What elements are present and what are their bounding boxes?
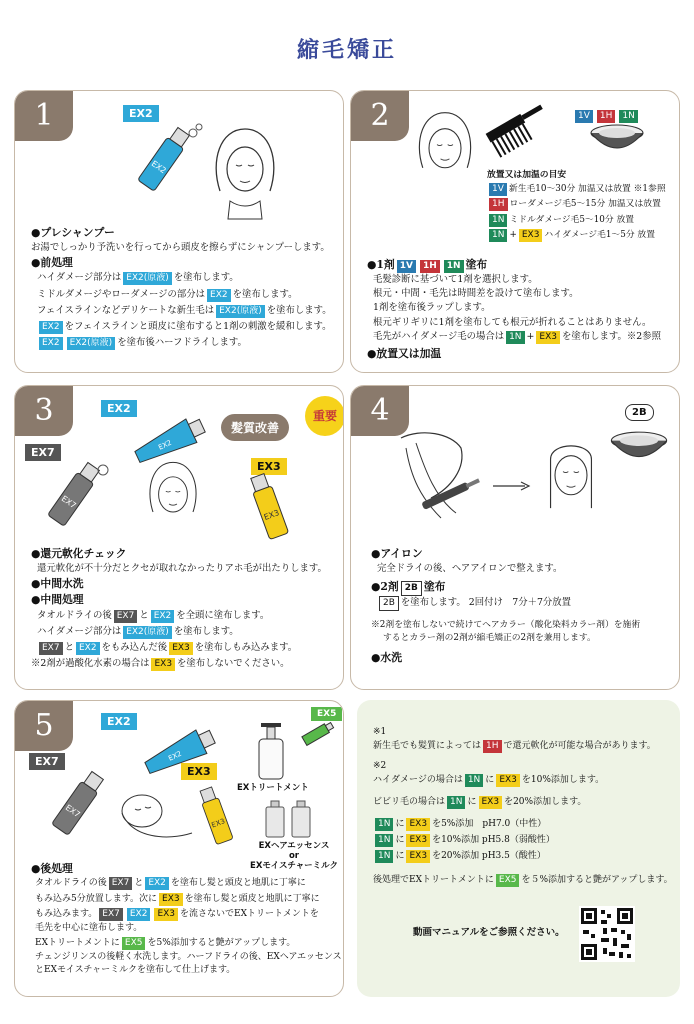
line: フェイスラインなどデリケートな新生毛は EX2(原液) を塗布します。 — [37, 304, 332, 316]
line: 毛先を中心に塗布します。 — [35, 922, 143, 933]
line: ハイダメージ部分は EX2(原液) を塗布します。 — [37, 625, 239, 637]
pump-bottle-icon — [251, 721, 291, 781]
mixing-bowl-icon — [609, 430, 669, 464]
arrow-right-icon — [491, 481, 531, 491]
guide-row: 1V 新生毛10～30分 加温又は放置 ※1参照 — [487, 183, 666, 196]
comb-icon — [479, 99, 549, 159]
step-number: 4 — [351, 386, 409, 436]
svg-text:EX2: EX2 — [149, 158, 168, 176]
line: 後処理でEXトリートメントに EX5 を５%添加すると艶がアップします。 — [373, 874, 673, 885]
note-mark: ※2 — [373, 760, 387, 771]
line: チェンジリンスの後軽く水洗します。ハーフドライの後、EXヘアエッセンス — [35, 951, 342, 962]
spray-bottle-icon — [123, 121, 203, 201]
step-3-text — [31, 546, 327, 671]
line: ※2剤を塗布しないで続けてヘアカラー（酸化染料カラー剤）を施術 — [371, 620, 641, 631]
2b-tag: 2B — [625, 404, 654, 421]
line: EX7 と EX2 をもみ込んだ後 EX3 を塗布しもみ込みます。 — [31, 641, 327, 655]
ex7-tag: EX7 — [25, 444, 61, 461]
ex3-tag: EX3 — [181, 763, 217, 780]
pump-bottle-icon — [289, 799, 313, 839]
heading: ●1剤 1V 1H 1N 塗布 — [367, 258, 488, 271]
notes-panel — [357, 700, 680, 997]
spray-bottle-icon — [37, 765, 117, 845]
heading: ●後処理 — [31, 862, 73, 875]
line: ミドルダメージやローダメージの部分は EX2 を塗布します。 — [37, 288, 298, 300]
line: ハイダメージ部分は EX2(原液) を塗布します。 — [37, 272, 239, 284]
line: もみ込みます。 EX7 EX2 EX3 を流さないでEXトリートメントを — [35, 909, 319, 920]
line: 毛髪診断に基づいて1剤を選択します。 — [373, 274, 538, 286]
guide-title: 放置又は加温の目安 — [487, 170, 567, 180]
heading: ●還元軟化チェック — [31, 547, 127, 560]
step-number: 5 — [15, 701, 73, 751]
line: もみ込み5分放置します。次に EX3 を塗布し髪と頭皮と地肌に丁寧に — [35, 893, 320, 904]
line: 1剤を塗布後ラップします。 — [373, 302, 491, 314]
guide-block — [487, 169, 666, 242]
heading: ●中間水洗 — [31, 577, 84, 591]
woman-face-icon — [133, 456, 213, 536]
heading: ●2剤 2B 塗布 — [371, 579, 640, 596]
step-5-card — [14, 700, 344, 997]
step-1-text — [31, 225, 332, 350]
step-4-card — [350, 385, 680, 690]
ex2-tag: EX2 — [101, 400, 137, 417]
step-2-text — [367, 257, 661, 362]
step-number: 2 — [351, 91, 409, 141]
ratio-row: 1N に EX3 を5%添加 pH7.0（中性） — [373, 818, 673, 832]
ratio-row: 1N に EX3 を20%添加 pH3.5（酸性） — [373, 850, 673, 864]
line: 根元・中間・毛先は時間差を設けて塗布します。 — [373, 288, 579, 300]
line: ※2剤が過酸化水素の場合は EX3 を塗布しないでください。 — [31, 658, 290, 669]
line: 毛先がハイダメージ毛の場合は 1N + EX3 を塗布します。※2参照 — [373, 330, 661, 342]
svg-text:EX7: EX7 — [59, 493, 78, 511]
line: タオルドライの後 EX7 と EX2 を全頭に塗布します。 — [37, 609, 270, 621]
video-manual-text: 動画マニュアルをご参照ください。 — [413, 927, 565, 938]
line: 還元軟化が不十分だとクセが取れなかったりアホ毛が出たりします。 — [37, 563, 327, 575]
essence-label: EXヘアエッセンス or EXモイスチャーミルク — [250, 841, 338, 872]
ex2-tag: EX2 — [101, 713, 137, 730]
product-chips: 1V 1H 1N — [573, 103, 640, 123]
pump-bottle-icon — [263, 799, 287, 839]
heading: ●アイロン — [371, 547, 423, 560]
hair-iron-icon — [381, 428, 491, 528]
page-title: 縮毛矯正 — [296, 37, 397, 63]
line: とEXモイスチャーミルクを塗布して仕上げます。 — [35, 965, 236, 976]
line: 完全ドライの後、ヘアアイロンで整えます。 — [377, 563, 563, 575]
heading: ●プレシャンプー — [31, 226, 115, 239]
woman-face-icon — [200, 121, 290, 221]
line: タオルドライの後 EX7 と EX2 を塗布し髪と頭皮と地肌に丁寧に — [35, 878, 306, 889]
ex2-tag: EX2 — [123, 105, 159, 122]
heading: ●前処理 — [31, 256, 73, 270]
step-2-card — [350, 90, 680, 373]
heading: ●水洗 — [371, 650, 403, 664]
guide-row: 1H ローダメージ毛5～15分 加温又は放置 — [487, 198, 666, 211]
ex7-tag: EX7 — [29, 753, 65, 770]
heading: ●放置又は加温 — [367, 346, 442, 360]
notes-text — [373, 726, 673, 887]
line: 新生毛でも髪質によっては 1H で還元軟化が可能な場合があります。 — [373, 740, 656, 751]
line: 2B を塗布します。 2回付け 7分＋7分放置 — [371, 596, 640, 611]
ex5-tag: EX5 — [311, 707, 342, 721]
qr-code-icon[interactable] — [579, 906, 635, 962]
step-1-card — [14, 90, 344, 373]
line: するとカラー剤の2剤が縮毛矯正の2剤を兼用します。 — [383, 633, 596, 644]
important-badge: 重要 — [305, 396, 344, 436]
svg-text:EX7: EX7 — [63, 802, 82, 820]
ex3-tag: EX3 — [251, 458, 287, 475]
guide-row: 1N ミドルダメージ毛5～10分 放置 — [487, 214, 666, 227]
step-number: 3 — [15, 386, 73, 436]
step-5-text — [31, 861, 342, 978]
svg-text:EX2: EX2 — [157, 438, 173, 452]
line: EX2 をフェイスラインと頭皮に塗布すると1剤の刺激を緩和します。 — [31, 320, 332, 334]
line: EXトリートメントに EX5 を5%添加すると艶がアップします。 — [35, 938, 296, 949]
svg-text:EX2: EX2 — [167, 749, 183, 763]
woman-face-icon — [405, 105, 485, 195]
step-4-text — [371, 546, 640, 666]
ratio-row: 1N に EX3 を10%添加 pH5.8（弱酸性） — [373, 834, 673, 848]
tube-icon — [297, 715, 337, 755]
hair-improvement-pill: 髪質改善 — [221, 414, 289, 441]
line: ビビリ毛の場合は 1N に EX3 を20%添加します。 — [373, 796, 587, 807]
line: EX2 EX2(原液) を塗布後ハーフドライします。 — [31, 336, 332, 350]
svg-text:EX3: EX3 — [210, 817, 227, 830]
step-3-card — [14, 385, 344, 690]
spray-bottle-icon — [229, 468, 309, 548]
line: お湯でしっかり予洗いを行ってから頭皮を擦らずにシャンプーします。 — [31, 242, 330, 254]
svg-text:EX3: EX3 — [262, 508, 281, 522]
treatment-label: EXトリートメント — [237, 783, 309, 793]
note-mark: ※1 — [373, 727, 387, 737]
woman-face-icon — [531, 432, 611, 522]
line: 根元ギリギリに1剤を塗布しても根元が折れることはありません。 — [373, 316, 652, 328]
line: ハイダメージの場合は 1N に EX3 を10%添加します。 — [373, 774, 605, 785]
heading: ●中間処理 — [31, 593, 84, 607]
step-number: 1 — [15, 91, 73, 141]
spray-bottle-icon — [33, 456, 113, 536]
guide-row: 1N + EX3 ハイダメージ毛1～5分 放置 — [487, 229, 666, 242]
mixing-bowl-icon — [589, 123, 645, 155]
